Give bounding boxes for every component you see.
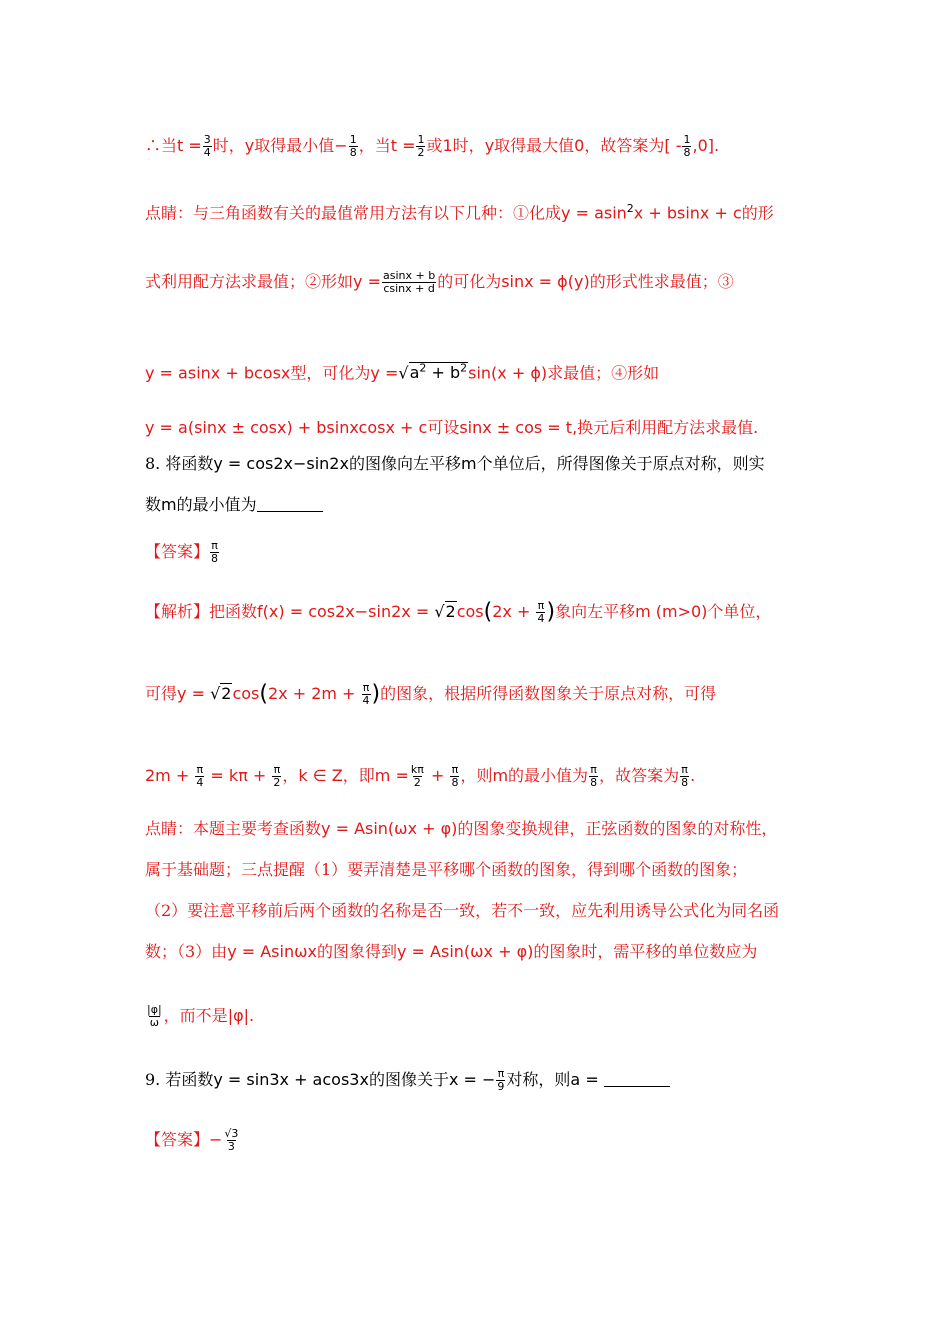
math: y = Asinωx — [227, 942, 317, 961]
fraction: $\frac{\pi}{4}$ — [362, 681, 370, 707]
math: + — [425, 766, 450, 785]
math: x + bsinx + c — [633, 203, 742, 223]
tip-line-2 — [145, 270, 810, 295]
text: 取得最大值 — [494, 136, 575, 155]
analysis-line-3 — [145, 764, 810, 789]
text: 数；（3）由 — [145, 942, 228, 961]
fraction: $\frac{\pi}{8}$ — [451, 763, 459, 789]
math-paren: (m>0) — [650, 602, 708, 621]
text: 换元后利用配方法求最值. — [577, 418, 759, 437]
fraction: $\frac{\pi}{2}$ — [273, 763, 281, 789]
text: 的形 — [741, 203, 774, 223]
answer-8 — [145, 540, 810, 565]
question-9 — [145, 1068, 810, 1093]
analysis-label: 【解析】 — [145, 602, 210, 621]
text: 的图象变换规律，正弦函数的图象的对称性， — [457, 819, 778, 838]
text: 象向左平移 — [555, 602, 636, 621]
math: k ∈ Z — [298, 766, 343, 785]
answer-blank — [257, 499, 323, 512]
math: x = − — [448, 1070, 496, 1089]
math: 0 — [574, 136, 585, 155]
text: 对称，则 — [506, 1070, 571, 1089]
text: （2）要注意平移前后两个函数的名称是否一致，若不一致，应先利用诱导公式化为同名函 — [145, 901, 780, 920]
math: 1 — [442, 136, 453, 155]
fraction: $\frac{asinx + b}{csinx + d}$ — [382, 269, 436, 295]
paren-close: ) — [371, 681, 381, 707]
fraction: $\frac{k\pi}{2}$ — [410, 763, 424, 789]
text: ，而不是 — [163, 1006, 228, 1025]
math: y = Asin(ωx + φ) — [321, 819, 458, 838]
text: 把函数 — [209, 602, 258, 621]
text: 个单位， — [707, 602, 772, 621]
math: y = Asin(ωx + φ) — [396, 942, 534, 961]
text: 可得 — [145, 684, 178, 703]
text: 式利用配方法求最值；②形如 — [145, 272, 354, 291]
math: y = sin3x + acos3x — [213, 1070, 369, 1089]
math: y = — [353, 272, 381, 291]
math: |φ| — [227, 1006, 250, 1025]
fraction: $\frac{1}{8}$ — [349, 133, 357, 159]
text: 取得最小值 — [254, 136, 335, 155]
math: t = — [177, 136, 202, 155]
note-line-5 — [145, 1004, 810, 1029]
line-1-max-min — [145, 134, 810, 159]
math: [ - — [664, 136, 682, 155]
text: ∴当 — [145, 136, 178, 155]
paren-open: ( — [483, 599, 493, 625]
question-8-line-2 — [145, 494, 810, 516]
text: 时， — [212, 136, 245, 155]
tip-line-3 — [145, 358, 810, 384]
text: ，当 — [358, 136, 391, 155]
paren-close: ) — [546, 599, 556, 625]
text: 的图象，根据所得函数图象关于原点对称，可得 — [380, 684, 717, 703]
text: 的图象得到 — [316, 942, 397, 961]
fraction: $\frac{\pi}{4}$ — [537, 599, 545, 625]
text: ，故答案为 — [584, 136, 665, 155]
text: 的最小值为 — [508, 766, 589, 785]
fraction: $\frac{1}{8}$ — [683, 133, 691, 159]
text: 型，可化为 — [290, 363, 371, 383]
math: m — [492, 766, 509, 785]
text: 点睛：本题主要考查函数 — [145, 819, 322, 838]
math: 2x + — [492, 602, 536, 621]
sqrt: √2 — [434, 602, 456, 621]
fraction: $\frac{1}{2}$ — [417, 133, 425, 159]
text: 数 — [145, 495, 162, 514]
fraction: $\frac{\pi}{8}$ — [211, 539, 219, 565]
text: 时， — [452, 136, 485, 155]
answer-9 — [145, 1128, 810, 1153]
note-line-1 — [145, 818, 810, 840]
text: 的最小值为 — [176, 495, 257, 514]
fraction: $\frac{\pi}{4}$ — [196, 763, 204, 789]
text: . — [249, 1006, 255, 1025]
text: 9. 若函数 — [145, 1070, 214, 1089]
analysis-line-2 — [145, 682, 810, 707]
math: y = — [177, 684, 211, 703]
math: y = a(sinx ± cosx) + bsinxcosx + c — [145, 418, 428, 437]
note-line-3 — [145, 900, 810, 922]
sqrt: $√a^2 + b^2$ — [398, 362, 468, 383]
math: − — [209, 1130, 223, 1149]
text: 可设 — [427, 418, 460, 437]
math: y — [484, 136, 495, 155]
text: 的可化为 — [437, 272, 502, 291]
sqrt: √2 — [210, 684, 232, 703]
math: cos — [232, 684, 260, 703]
math: sinx = ϕ(y) — [501, 272, 590, 291]
math: sin(x + ϕ) — [468, 363, 548, 383]
text: 或 — [426, 136, 443, 155]
fraction: $\frac{\pi}{8}$ — [590, 763, 598, 789]
math: sinx ± cos = t, — [459, 418, 578, 437]
math: = kπ + — [205, 766, 272, 785]
analysis-line-1 — [145, 600, 810, 625]
answer-label: 【答案】 — [145, 542, 210, 561]
math: cos — [456, 602, 484, 621]
math: f(x) = cos2x−sin2x = — [257, 602, 435, 621]
text: 的图像关于 — [368, 1070, 449, 1089]
fraction: $\frac{√3}{3}$ — [224, 1127, 239, 1153]
text: ，即 — [342, 766, 375, 785]
text: 的图象时，需平移的单位数应为 — [533, 942, 758, 961]
answer-blank — [604, 1074, 670, 1087]
question-8-line-1 — [145, 453, 810, 475]
text: . — [690, 766, 696, 785]
text: 点睛：与三角函数有关的最值常用方法有以下几种：①化成 — [145, 203, 562, 223]
text: 属于基础题；三点提醒（1）要弄清楚是平移哪个函数的图象，得到哪个函数的图象； — [145, 860, 748, 879]
note-line-4 — [145, 941, 810, 963]
text: 的图像向左平移 — [348, 454, 461, 473]
math: y = asin — [561, 203, 627, 223]
note-line-2 — [145, 859, 810, 881]
math: a = — [570, 1070, 599, 1089]
text: 个单位后，所得图像关于原点对称，则实 — [476, 454, 765, 473]
math: m = — [374, 766, 409, 785]
math: − — [334, 136, 348, 155]
math: y — [244, 136, 255, 155]
math: m — [635, 602, 651, 621]
math: y = cos2x−sin2x — [213, 454, 349, 473]
fraction: $\frac{3}{4}$ — [203, 133, 211, 159]
fraction: $\frac{\pi}{8}$ — [681, 763, 689, 789]
text: 8. 将函数 — [145, 454, 214, 473]
math: 2m + — [145, 766, 195, 785]
text: ，故答案为 — [599, 766, 680, 785]
text: ， — [282, 766, 299, 785]
text: . — [714, 136, 720, 155]
fraction: $\frac{|\varphi|}{\omega}$ — [147, 1003, 162, 1029]
tip-line-1 — [145, 198, 810, 224]
fraction: $\frac{\pi}{9}$ — [497, 1067, 505, 1093]
math: y = — [370, 363, 399, 383]
math: 2x + 2m + — [267, 684, 361, 703]
math: y = asinx + bcosx — [145, 363, 291, 383]
tip-line-4 — [145, 417, 810, 439]
text: 求最值；④形如 — [547, 363, 660, 383]
text: 的形式性求最值；③ — [589, 272, 734, 291]
math: t = — [390, 136, 416, 155]
text: ，则 — [460, 766, 493, 785]
answer-label: 【答案】 — [145, 1130, 210, 1149]
superscript: 2 — [626, 202, 634, 215]
paren-open: ( — [259, 681, 268, 707]
math: m — [161, 495, 177, 514]
math: m — [460, 454, 477, 473]
math: ,0] — [692, 136, 714, 155]
